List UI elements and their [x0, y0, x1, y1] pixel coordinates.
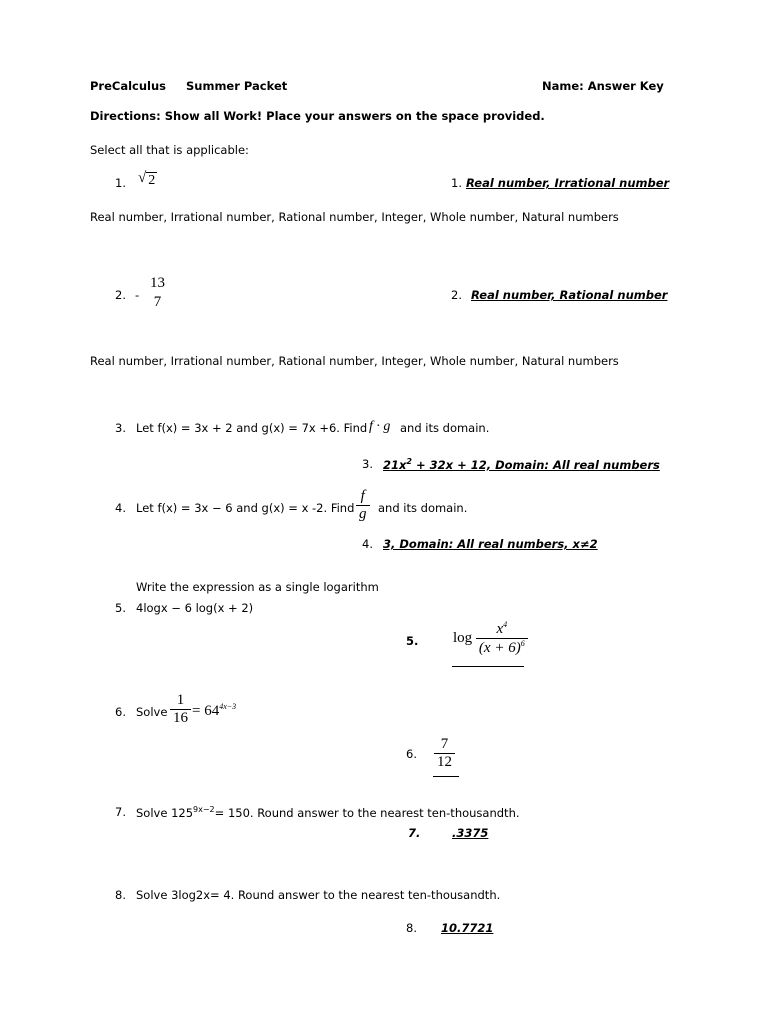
q3-answer	[383, 457, 660, 472]
q6-answer-number: 6.	[406, 747, 417, 761]
directions: Directions: Show all Work! Place your answers on the space provided.	[90, 109, 545, 123]
q4-text: Let f(x) = 3x − 6 and g(x) = x -2. Find	[136, 501, 355, 515]
q2-answer: Real number, Rational number	[471, 288, 668, 302]
q7-number: 7.	[115, 805, 126, 819]
q5-number: 5.	[115, 601, 126, 615]
q6-answer-den: 12	[434, 753, 455, 771]
q3-text: Let f(x) = 3x + 2 and g(x) = 7x +6. Find	[136, 421, 368, 435]
q4-fraction	[356, 488, 370, 523]
name-field: Name: Answer Key	[542, 79, 664, 93]
q4-answer-number: 4.	[362, 537, 373, 551]
q6-lhs-num: 1	[176, 692, 185, 708]
q4-answer-ne: ≠	[579, 537, 590, 551]
q3-number: 3.	[115, 421, 126, 435]
q7-rest: = 150. Round answer to the nearest ten-thousandth.	[214, 805, 520, 820]
q2-number: 2.	[115, 288, 126, 302]
q5-answer-numerator: $x^4$	[496, 620, 508, 637]
q8-number: 8.	[115, 888, 126, 902]
q2-fraction	[147, 275, 168, 311]
course-title: PreCalculus	[90, 79, 167, 93]
q8-answer: 10.7721	[441, 921, 494, 935]
q6-lhs-fraction	[170, 692, 191, 727]
q7-solve: Solve 125	[136, 805, 194, 820]
q5-answer-fraction	[476, 620, 528, 657]
q2-answer-number: 2.	[451, 288, 462, 302]
q5-answer-denominator: $(x + 6)^6$	[476, 638, 528, 657]
q8-text: Solve 3log2x= 4. Round answer to the nearest ten-thousandth.	[136, 888, 501, 902]
q2-options: Real number, Irrational number, Rational number, Integer, Whole number, Natural numbers	[90, 354, 619, 368]
packet-title: Summer Packet	[186, 79, 288, 93]
q3-answer-number: 3.	[362, 457, 373, 471]
q6-eq: = 64	[192, 703, 220, 719]
q4-number: 4.	[115, 501, 126, 515]
q4-answer	[383, 537, 598, 551]
q1-expression: √ 2	[138, 170, 156, 188]
q6-answer-num: 7	[440, 736, 449, 752]
q5-answer-log: log	[453, 630, 473, 646]
q6-exp: 4x−3	[219, 702, 237, 711]
q3-operation: f · g	[369, 419, 391, 434]
q5-answer-number: 5.	[406, 634, 419, 648]
q8-answer-number: 8.	[406, 921, 417, 935]
q3-after: and its domain.	[400, 421, 490, 435]
q1-radicand: 2	[148, 173, 156, 188]
q7-exp: 9x−2	[193, 805, 215, 814]
q4-answer-a: 3, Domain: All real numbers,	[383, 537, 573, 551]
q1-options: Real number, Irrational number, Rational number, Integer, Whole number, Natural numbers	[90, 210, 619, 224]
q3-answer-sup: 2	[406, 457, 412, 466]
q5-text: 4logx − 6 log(x + 2)	[136, 601, 254, 615]
q3-answer-a: 21x	[383, 457, 407, 472]
q7-text	[136, 805, 520, 820]
q2-sign: -	[135, 288, 140, 302]
q7-answer-number: 7.	[408, 826, 421, 840]
q1-number: 1.	[115, 176, 126, 190]
q3-answer-b: + 32x + 12, Domain: All real numbers	[412, 457, 660, 472]
q5-answer	[453, 620, 528, 657]
q1-answer-number: 1.	[451, 176, 462, 190]
q2-numerator: 13	[150, 275, 165, 291]
q6-number: 6.	[115, 705, 126, 719]
q5-answer-line	[452, 666, 524, 667]
q1-answer: Real number, Irrational number	[466, 176, 670, 190]
q6-answer	[434, 736, 455, 771]
q4-frac-den: g	[356, 505, 370, 523]
q6-answer-line	[433, 776, 459, 777]
q7-answer: .3375	[452, 826, 489, 840]
q6-rhs	[192, 702, 236, 720]
instructions: Select all that is applicable:	[90, 143, 249, 157]
q4-frac-num: f	[360, 488, 365, 504]
q4-after: and its domain.	[378, 501, 468, 515]
log-header: Write the expression as a single logarithm	[136, 580, 379, 594]
q4-answer-x: x	[572, 537, 580, 551]
q6-lhs-den: 16	[170, 709, 191, 727]
q4-answer-b: 2	[589, 537, 598, 551]
q6-solve: Solve	[136, 705, 168, 719]
q2-denominator: 7	[153, 294, 162, 310]
